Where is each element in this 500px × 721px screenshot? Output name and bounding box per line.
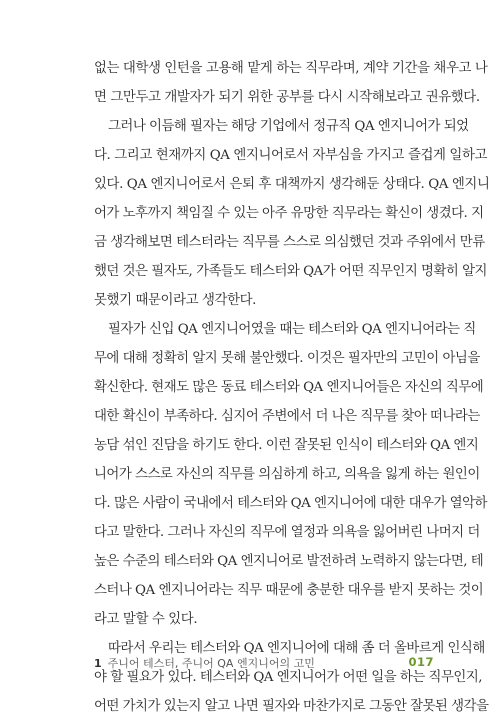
text-line: 금 생각해보면 테스터라는 직무를 스스로 의심했던 것과 주위에서 만류	[94, 235, 485, 250]
text-line: 어떤 가치가 있는지 알고 나면 필자와 마찬가지로 그동안 잘못된 생각을	[94, 699, 489, 714]
text-line: 어가 노후까지 책임질 수 있는 아주 유망한 직무라는 확신이 생겼다. 지	[94, 206, 484, 221]
paragraph-start-line: 따라서 우리는 테스터와 QA 엔지니어에 대해 좀 더 올바르게 인식해	[108, 641, 485, 656]
text-line: 높은 수준의 테스터와 QA 엔지니어로 발전하려 노력하지 않는다면, 테	[94, 554, 484, 569]
text-line: 면 그만두고 개발자가 되기 위한 공부를 다시 시작해보라고 권유했다.	[94, 90, 480, 105]
text-line: 농담 섞인 진담을 하기도 한다. 이런 잘못된 인식이 테스터와 QA 엔지	[94, 438, 479, 453]
text-line: 없는 대학생 인턴을 고용해 맡게 하는 직무라며, 계약 기간을 채우고 나	[94, 61, 488, 76]
chapter-number: 1	[94, 657, 102, 670]
paragraph-start-line: 그러나 이듬해 필자는 해당 기업에서 정규직 QA 엔지니어가 되었	[108, 119, 469, 134]
chapter-title: 주니어 테스터, 주니어 QA 엔지니어의 고민	[107, 657, 315, 670]
text-line: 있다. QA 엔지니어로서 은퇴 후 대책까지 생각해둔 상태다. QA 엔지니	[94, 177, 490, 192]
page-footer	[0, 655, 500, 675]
text-line: 다. 그리고 현재까지 QA 엔지니어로서 자부심을 가지고 즐겁게 일하고	[94, 148, 488, 163]
text-line: 야 할 필요가 있다. 테스터와 QA 엔지니어가 어떤 일을 하는 직무인지,	[94, 670, 483, 685]
page-number: 017	[408, 655, 434, 669]
text-line: 다. 많은 사람이 국내에서 테스터와 QA 엔지니어에 대한 대우가 열악하	[94, 496, 487, 511]
text-line: 라고 말할 수 있다.	[94, 612, 198, 627]
text-line: 니어가 스스로 자신의 직무를 의심하게 하고, 의욕을 잃게 하는 원인이	[94, 467, 480, 482]
paragraph-start-line: 필자가 신입 QA 엔지니어였을 때는 테스터와 QA 엔지니어라는 직	[108, 322, 476, 337]
running-footer	[94, 655, 315, 671]
text-line: 확신한다. 현재도 많은 동료 테스터와 QA 엔지니어들은 자신의 직무에	[94, 380, 484, 395]
text-line: 무에 대해 정확히 알지 못해 불안했다. 이것은 필자만의 고민이 아님을	[94, 351, 480, 366]
text-line: 다고 말한다. 그러나 자신의 직무에 열정과 의욕을 잃어버린 나머지 더	[94, 525, 480, 540]
text-line: 대한 확신이 부족하다. 심지어 주변에서 더 나은 직무를 찾아 떠나라는	[94, 409, 480, 424]
text-line: 못했기 때문이라고 생각한다.	[94, 293, 256, 308]
text-line: 스터나 QA 엔지니어라는 직무 때문에 충분한 대우를 받지 못하는 것이	[94, 583, 484, 598]
text-line: 했던 것은 필자도, 가족들도 테스터와 QA가 어떤 직무인지 명확히 알지	[94, 264, 487, 279]
body-text	[94, 54, 490, 721]
